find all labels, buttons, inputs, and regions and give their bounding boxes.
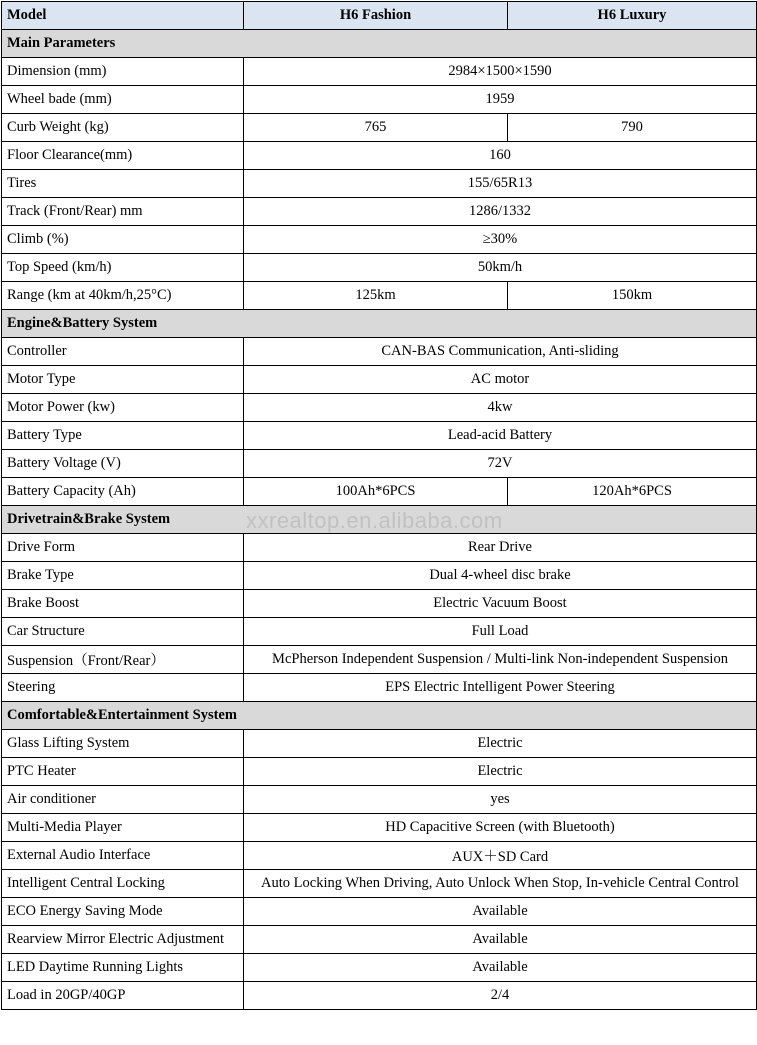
table-row <box>2 170 757 198</box>
row-label: Glass Lifting System <box>2 730 244 758</box>
row-label: Battery Type <box>2 422 244 450</box>
table-row <box>2 954 757 982</box>
table-row <box>2 926 757 954</box>
row-label: Motor Power (kw) <box>2 394 244 422</box>
row-value: AUX＋SD Card <box>244 842 757 870</box>
table-row <box>2 478 757 506</box>
row-value-variant-b: 150km <box>508 282 757 310</box>
row-label: Steering <box>2 674 244 702</box>
row-value: 72V <box>244 450 757 478</box>
row-value: Lead-acid Battery <box>244 422 757 450</box>
row-value: 4kw <box>244 394 757 422</box>
section-title: Engine&Battery System <box>2 310 757 338</box>
row-value: yes <box>244 786 757 814</box>
section-title: Main Parameters <box>2 30 757 58</box>
table-row <box>2 394 757 422</box>
row-value-variant-b: 120Ah*6PCS <box>508 478 757 506</box>
row-label: Car Structure <box>2 618 244 646</box>
header-variant-b: H6 Luxury <box>508 2 757 30</box>
table-row <box>2 282 757 310</box>
row-value: 1959 <box>244 86 757 114</box>
row-value-variant-a: 765 <box>244 114 508 142</box>
table-row <box>2 450 757 478</box>
row-value: HD Capacitive Screen (with Bluetooth) <box>244 814 757 842</box>
row-label: Multi-Media Player <box>2 814 244 842</box>
row-label: Suspension（Front/Rear） <box>2 646 244 674</box>
table-row <box>2 254 757 282</box>
row-value: 50km/h <box>244 254 757 282</box>
row-value: Electric Vacuum Boost <box>244 590 757 618</box>
row-value: McPherson Independent Suspension / Multi-link Non-independent Suspension <box>244 646 757 674</box>
row-value-variant-a: 125km <box>244 282 508 310</box>
row-label: Brake Type <box>2 562 244 590</box>
table-row <box>2 562 757 590</box>
table-row <box>2 758 757 786</box>
table-row <box>2 842 757 870</box>
row-value-variant-b: 790 <box>508 114 757 142</box>
section-row <box>2 30 757 58</box>
row-value: EPS Electric Intelligent Power Steering <box>244 674 757 702</box>
section-row <box>2 702 757 730</box>
row-label: Wheel bade (mm) <box>2 86 244 114</box>
row-label: Dimension (mm) <box>2 58 244 86</box>
row-value: 155/65R13 <box>244 170 757 198</box>
table-row <box>2 814 757 842</box>
row-value: Auto Locking When Driving, Auto Unlock When Stop, In-vehicle Central Control <box>244 870 757 898</box>
row-label: External Audio Interface <box>2 842 244 870</box>
spec-table-body <box>2 2 757 1010</box>
row-value: Available <box>244 898 757 926</box>
row-value: Electric <box>244 730 757 758</box>
table-row <box>2 114 757 142</box>
header-model: Model <box>2 2 244 30</box>
row-label: Drive Form <box>2 534 244 562</box>
section-title: Drivetrain&Brake System <box>2 506 757 534</box>
table-row <box>2 338 757 366</box>
table-row <box>2 86 757 114</box>
table-row <box>2 870 757 898</box>
row-label: ECO Energy Saving Mode <box>2 898 244 926</box>
table-row <box>2 422 757 450</box>
row-label: Floor Clearance(mm) <box>2 142 244 170</box>
section-row <box>2 506 757 534</box>
section-title: Comfortable&Entertainment System <box>2 702 757 730</box>
section-row <box>2 310 757 338</box>
table-row <box>2 142 757 170</box>
row-value: AC motor <box>244 366 757 394</box>
header-row <box>2 2 757 30</box>
row-value: Full Load <box>244 618 757 646</box>
row-value: Available <box>244 926 757 954</box>
row-label: Battery Capacity (Ah) <box>2 478 244 506</box>
row-label: Range (km at 40km/h,25°C) <box>2 282 244 310</box>
row-label: Controller <box>2 338 244 366</box>
row-label: LED Daytime Running Lights <box>2 954 244 982</box>
row-label: Air conditioner <box>2 786 244 814</box>
table-row <box>2 898 757 926</box>
row-label: Top Speed (km/h) <box>2 254 244 282</box>
row-label: Battery Voltage (V) <box>2 450 244 478</box>
row-label: Climb (%) <box>2 226 244 254</box>
row-value: Available <box>244 954 757 982</box>
row-value-variant-a: 100Ah*6PCS <box>244 478 508 506</box>
row-value: Electric <box>244 758 757 786</box>
header-variant-a: H6 Fashion <box>244 2 508 30</box>
row-label: Brake Boost <box>2 590 244 618</box>
row-value: Rear Drive <box>244 534 757 562</box>
table-row <box>2 226 757 254</box>
row-label: Intelligent Central Locking <box>2 870 244 898</box>
row-label: Load in 20GP/40GP <box>2 982 244 1010</box>
row-value: 2/4 <box>244 982 757 1010</box>
table-row <box>2 534 757 562</box>
row-value: Dual 4-wheel disc brake <box>244 562 757 590</box>
table-row <box>2 730 757 758</box>
table-row <box>2 674 757 702</box>
row-label: Motor Type <box>2 366 244 394</box>
table-row <box>2 58 757 86</box>
table-row <box>2 590 757 618</box>
table-row <box>2 618 757 646</box>
table-row <box>2 198 757 226</box>
row-value: ≥30% <box>244 226 757 254</box>
table-row <box>2 646 757 674</box>
row-value: 2984×1500×1590 <box>244 58 757 86</box>
row-label: Curb Weight (kg) <box>2 114 244 142</box>
watermark: xxrealtop.en.alibaba.com <box>246 508 503 533</box>
table-row <box>2 786 757 814</box>
row-label: Track (Front/Rear) mm <box>2 198 244 226</box>
row-value: CAN-BAS Communication, Anti-sliding <box>244 338 757 366</box>
spec-table <box>1 1 757 1010</box>
table-row <box>2 366 757 394</box>
row-value: 160 <box>244 142 757 170</box>
row-label: Tires <box>2 170 244 198</box>
row-value: 1286/1332 <box>244 198 757 226</box>
table-row <box>2 982 757 1010</box>
row-label: PTC Heater <box>2 758 244 786</box>
row-label: Rearview Mirror Electric Adjustment <box>2 926 244 954</box>
